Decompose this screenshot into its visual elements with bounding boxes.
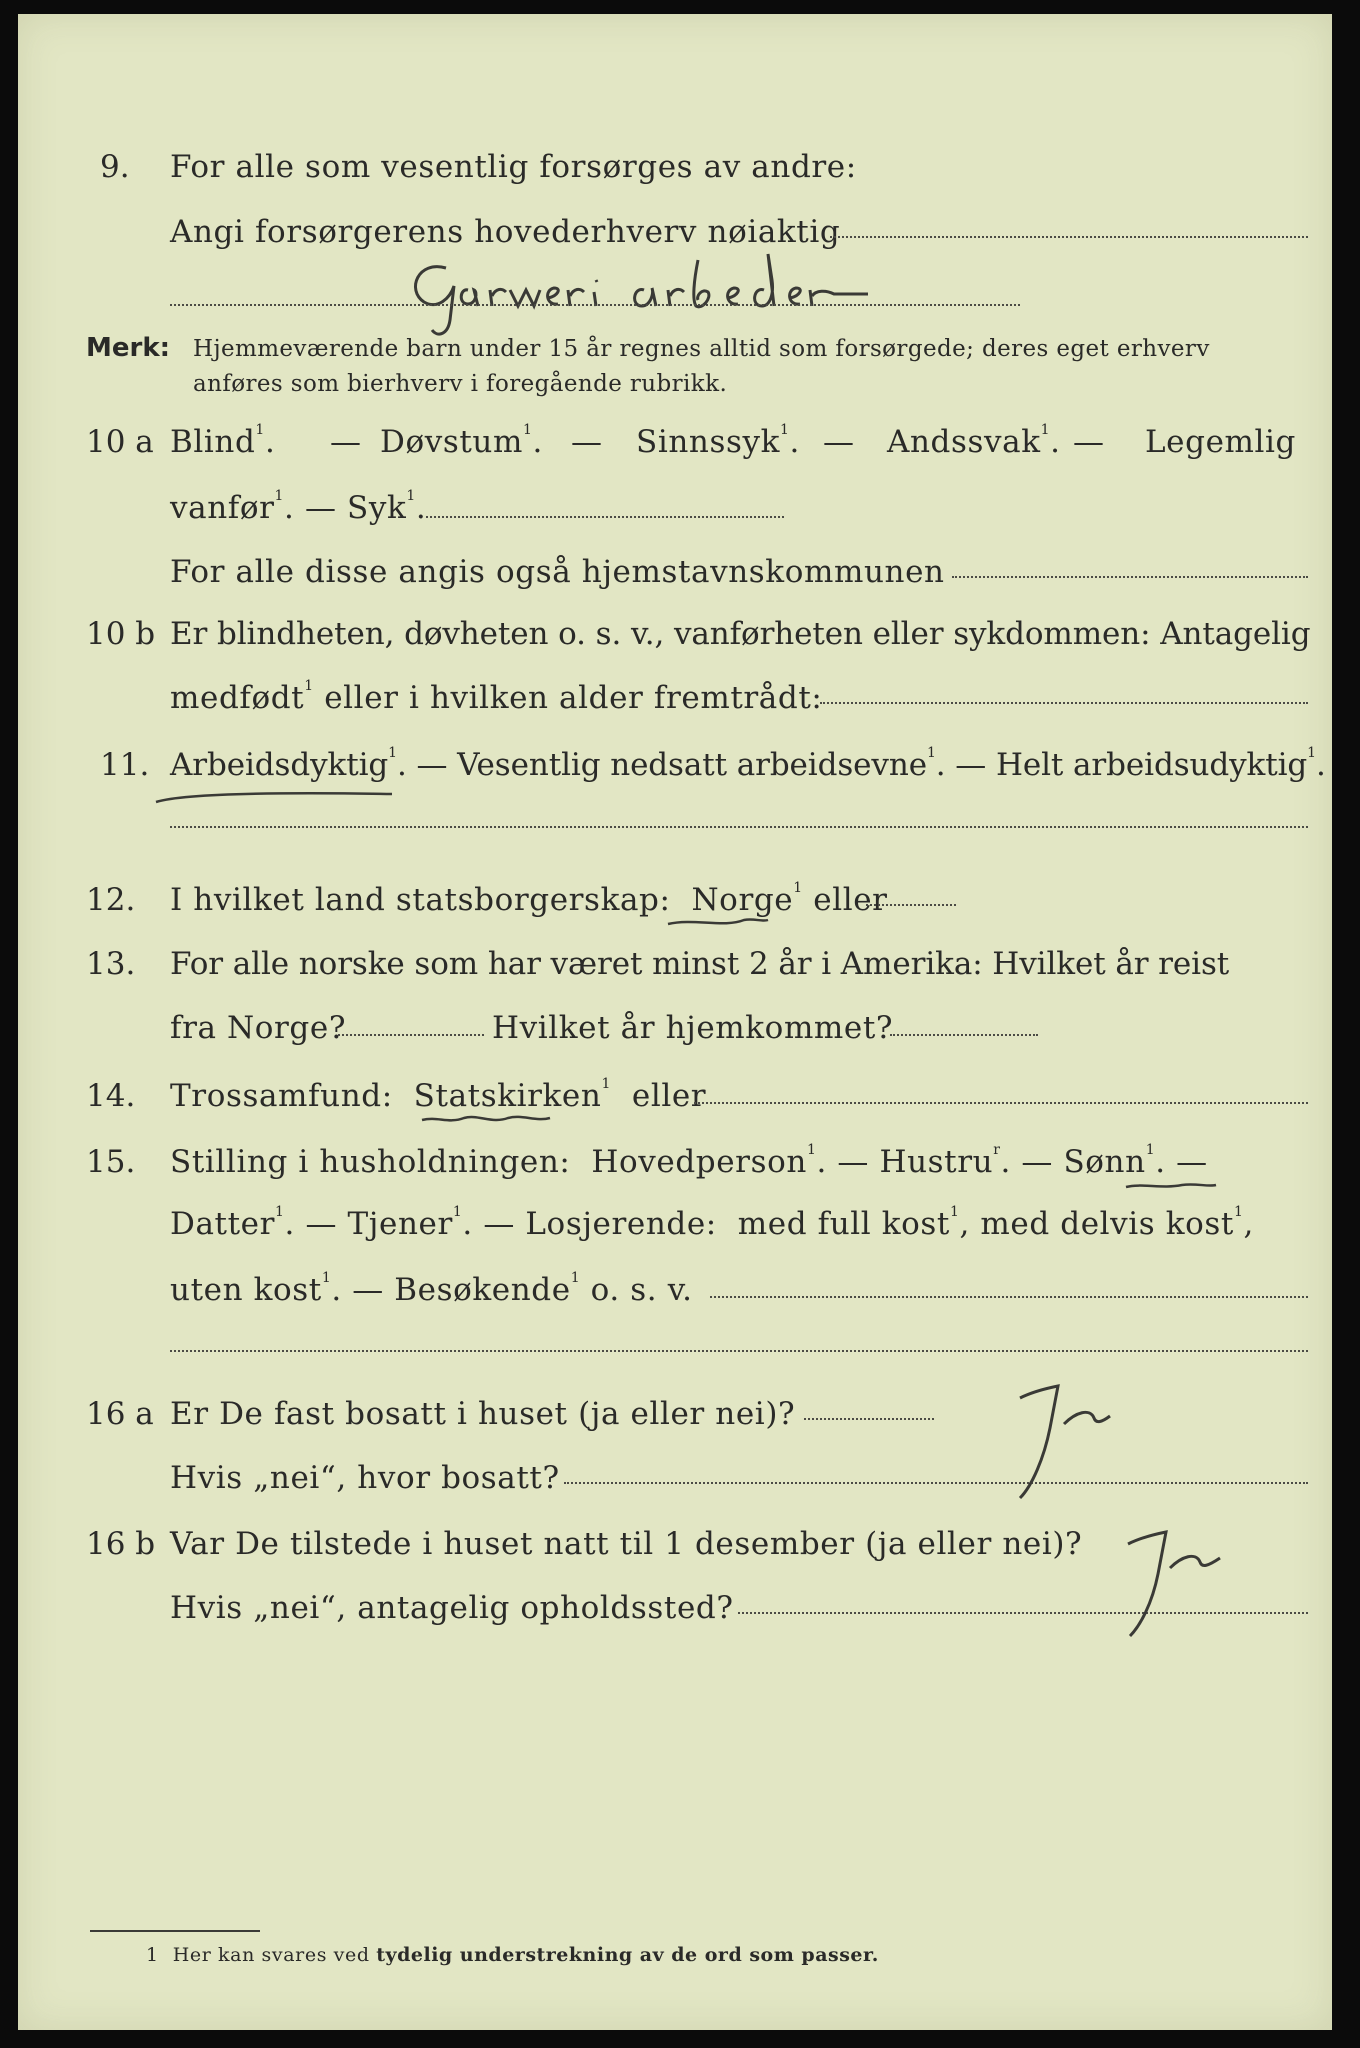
q14-fill-line (694, 1102, 1308, 1104)
merk-line1: Hjemmeværende barn under 15 år regnes alltid som forsørgede; deres eget erhverv (193, 336, 1210, 362)
footnote-mark: 1 (146, 1944, 159, 1966)
q10b-line2: medfødt$^1$ eller i hvilken alder fremtrådt: (170, 678, 823, 716)
q10a-dash2: — (571, 424, 603, 460)
q16b-line1: Var De tilstede i huset natt til 1 desember (ja eller nei)? (170, 1526, 1083, 1562)
q9-answer-line (170, 304, 1020, 306)
q11-options: Arbeidsdyktig$^1$. — Vesentlig nedsatt arbeidsevne$^1$. — Helt arbeidsudyktig$^1$. (170, 745, 1326, 783)
q9-line1: For alle som vesentlig forsørges av andre: (170, 149, 857, 185)
q13-line2b: Hvilket år hjemkommet? (492, 1010, 894, 1046)
q13-reist-line (338, 1034, 484, 1036)
q10a-dovstum: Døvstum$^1$. (380, 422, 543, 460)
q9-number: 9. (100, 149, 130, 185)
q9-handwritten-answer (398, 250, 1098, 344)
q12-number: 12. (86, 882, 136, 918)
q10a-vanfor-syk: vanfør$^1$. — Syk$^1$. (170, 488, 427, 526)
q10a-dash4: — (1073, 424, 1105, 460)
q14-line: Trossamfund: Statskirken$^1$ eller (170, 1076, 707, 1114)
q10a-syk-line (426, 516, 784, 518)
merk-label: Merk: (86, 333, 171, 363)
q16b-number: 16 b (86, 1526, 156, 1562)
q16a-handwritten-answer (998, 1368, 1168, 1512)
q10b-line1: Er blindheten, døvheten o. s. v., vanførheten eller sykdommen: Antagelig (170, 616, 1311, 652)
q12-line: I hvilket land statsborgerskap: Norge$^1$ eller (170, 880, 888, 918)
q14-underline-mark (418, 1112, 558, 1132)
q10a-sinnssyk: Sinnssyk$^1$. (636, 422, 800, 460)
q10a-dash1: — (330, 424, 362, 460)
q12-fill-line (866, 904, 956, 906)
q10a-dash3: — (823, 424, 855, 460)
q15-line1: Stilling i husholdningen: Hovedperson$^1$. — Hustru$^r$. — Sønn$^1$. — (170, 1142, 1208, 1180)
q13-line2a: fra Norge? (170, 1010, 347, 1046)
q10a-number: 10 a (86, 424, 154, 460)
q9-line2: Angi forsørgerens hovederhverv nøiaktig (170, 214, 841, 250)
q15-fill-line-2 (170, 1350, 1308, 1352)
q15-number: 15. (86, 1144, 136, 1180)
q15-underline-mark (1122, 1178, 1222, 1197)
census-form-page (18, 14, 1332, 2030)
q10a-blind: Blind$^1$. (170, 422, 276, 460)
q16a-line1: Er De fast bosatt i huset (ja eller nei)? (170, 1396, 796, 1432)
q10b-fill-line (820, 702, 1308, 704)
q13-number: 13. (86, 946, 136, 982)
q15-fill-line (710, 1296, 1308, 1298)
q16b-handwritten-answer (1108, 1514, 1278, 1658)
q10a-hjemstavn-line (952, 576, 1308, 578)
q16a-bosatt-line (564, 1482, 1308, 1484)
q16b-line2: Hvis „nei“, antagelig opholdssted? (170, 1590, 734, 1626)
q10a-andssvak: Andssvak$^1$. (887, 422, 1061, 460)
q10b-number: 10 b (86, 616, 156, 652)
merk-line2: anføres som bierhverv i foregående rubrikk. (193, 371, 728, 397)
q9-fill-line (830, 236, 1308, 238)
q11-number: 11. (100, 747, 150, 783)
q10a-legemlig: Legemlig (1145, 424, 1296, 460)
q12-underline-mark (664, 914, 774, 934)
q16a-line2: Hvis „nei“, hvor bosatt? (170, 1460, 560, 1496)
q11-fill-line (170, 826, 1308, 828)
footnote-rule (90, 1930, 260, 1932)
q16a-number: 16 a (86, 1396, 154, 1432)
q14-number: 14. (86, 1078, 136, 1114)
q15-line3: uten kost$^1$. — Besøkende$^1$ o. s. v. (170, 1270, 693, 1308)
q13-hjemkommet-line (890, 1034, 1038, 1036)
q11-underline-mark (152, 784, 402, 812)
footnote: 1 Her kan svares ved tydelig understrekning av de ord som passer. (146, 1944, 879, 1966)
q15-line2: Datter$^1$. — Tjener$^1$. — Losjerende: med full kost$^1$, med delvis kost$^1$, (170, 1204, 1254, 1242)
q13-line1: For alle norske som har været minst 2 år i Amerika: Hvilket år reist (170, 946, 1230, 982)
q16a-fill-line (804, 1418, 934, 1420)
q10a-line3: For alle disse angis også hjemstavnskommunen (170, 554, 945, 590)
